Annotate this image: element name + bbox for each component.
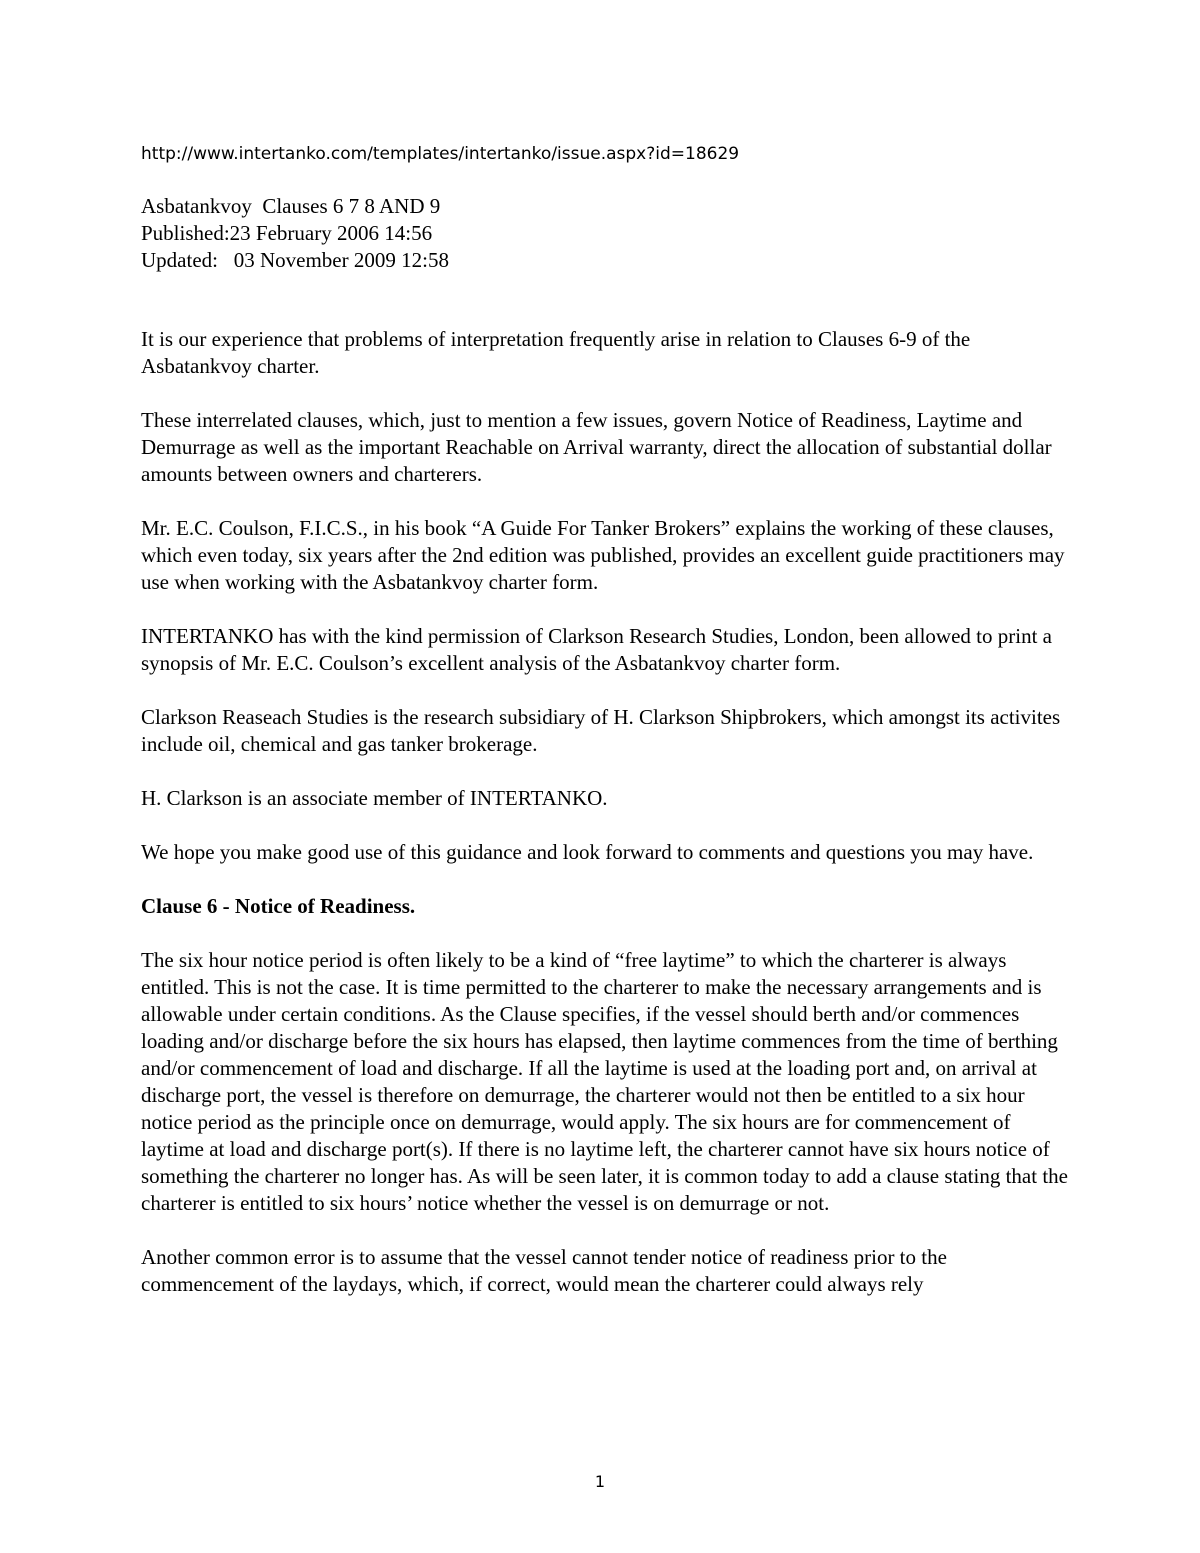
paragraph-closing: We hope you make good use of this guidance and look forward to comments and questions you may have. [141,840,1034,864]
updated-date: Updated: 03 November 2009 12:58 [141,248,449,272]
section-heading-clause-6: Clause 6 - Notice of Readiness. [141,894,416,918]
paragraph-common-error: Another common error is to assume that the vessel cannot tender notice of readiness prior to the commencement of the laydays, which, if correct, would mean the charterer could always rely [141,1245,947,1296]
paragraph-interrelated-clauses: These interrelated clauses, which, just to mention a few issues, govern Notice of Readiness, Laytime and Demurrage as well as the important Reachable on Arrival warranty, direct the allocation of substantial dollar amounts between owners and charterers. [141,408,1052,486]
source-url: http://www.intertanko.com/templates/intertanko/issue.aspx?id=18629 [141,144,740,164]
paragraph-coulson-book: Mr. E.C. Coulson, F.I.C.S., in his book “A Guide For Tanker Brokers” explains the working of these clauses, which even today, six years after the 2nd edition was published, provides an excellent guide practitioners may use when working with the Asbatankvoy charter form. [141,516,1065,594]
document-body [141,141,1071,1325]
paragraph-associate-member: H. Clarkson is an associate member of INTERTANKO. [141,786,608,810]
paragraph-six-hour-notice: The six hour notice period is often likely to be a kind of “free laytime” to which the charterer is always entitled. This is not the case. It is time permitted to the charterer to make the necessary arrangements and is allowable under certain conditions. As the Clause specifies, if the vessel should berth and/or commences loading and/or discharge before the six hours has elapsed, then laytime commences from the time of berthing and/or commencement of load and discharge. If all the laytime is used at the loading port and, on arrival at discharge port, the vessel is therefore on demurrage, the charterer would not then be entitled to a six hour notice period as the principle once on demurrage, would apply. The six hours are for commencement of laytime at load and discharge port(s). If there is no laytime left, the charterer cannot have six hours notice of something the charterer no longer has. As will be seen later, it is common today to add a clause stating that the charterer is entitled to six hours’ notice whether the vessel is on demurrage or not. [141,948,1068,1215]
paragraph-permission: INTERTANKO has with the kind permission of Clarkson Research Studies, London, been allowed to print a synopsis of Mr. E.C. Coulson’s excellent analysis of the Asbatankvoy charter form. [141,624,1052,675]
article-title: Asbatankvoy Clauses 6 7 8 AND 9 [141,194,441,218]
article-meta [141,193,1071,274]
published-date: Published:23 February 2006 14:56 [141,221,433,245]
paragraph-intro: It is our experience that problems of interpretation frequently arise in relation to Clauses 6-9 of the Asbatankvoy charter. [141,327,971,378]
paragraph-clarkson-research: Clarkson Reaseach Studies is the research subsidiary of H. Clarkson Shipbrokers, which amongst its activites include oil, chemical and gas tanker brokerage. [141,705,1061,756]
page-number: 1 [594,1472,606,1491]
